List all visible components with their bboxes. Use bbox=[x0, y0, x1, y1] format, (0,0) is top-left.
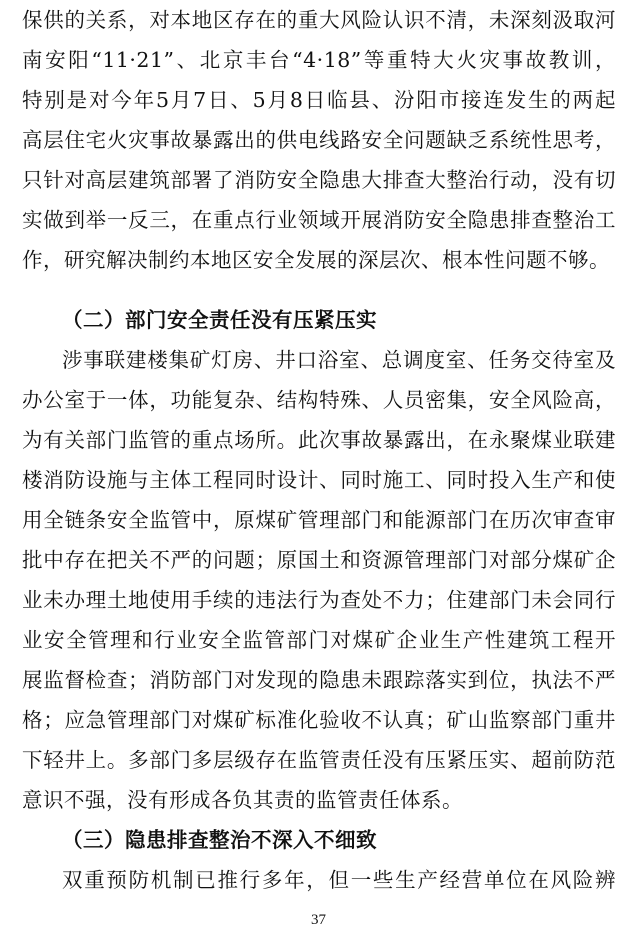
paragraph-2-line-2: 办公室于一体，功能复杂、结构特殊、人员密集，安全风险高， bbox=[22, 388, 616, 412]
paragraph-2-line-7: 业未办理土地使用手续的违法行为查处不力；住建部门未会同行 bbox=[22, 588, 616, 612]
paragraph-1-line-7: 作，研究解决制约本地区安全发展的深层次、根本性问题不够。 bbox=[22, 248, 610, 272]
page-number: 37 bbox=[311, 912, 326, 928]
paragraph-1-line-3: 特别是对今年5月7日、5月8日临县、汾阳市接连发生的两起 bbox=[22, 88, 616, 112]
paragraph-2-line-9: 展监督检查；消防部门对发现的隐患未跟踪落实到位，执法不严 bbox=[22, 668, 616, 692]
paragraph-2-line-10: 格；应急管理部门对煤矿标准化验收不认真；矿山监察部门重井 bbox=[22, 708, 616, 732]
paragraph-2-line-4: 楼消防设施与主体工程同时设计、同时施工、同时投入生产和使 bbox=[22, 468, 616, 492]
paragraph-2-line-1: 涉事联建楼集矿灯房、井口浴室、总调度室、任务交待室及 bbox=[62, 348, 616, 372]
paragraph-1-line-4: 高层住宅火灾事故暴露出的供电线路安全问题缺乏系统性思考， bbox=[22, 128, 616, 152]
paragraph-1-line-6: 实做到举一反三，在重点行业领域开展消防安全隐患排查整治工 bbox=[22, 208, 616, 232]
paragraph-1-line-2: 南安阳“11·21”、北京丰台“4·18”等重特大火灾事故教训， bbox=[22, 48, 616, 72]
paragraph-2-line-8: 业安全管理和行业安全监管部门对煤矿企业生产性建筑工程开 bbox=[22, 628, 616, 652]
section-heading-3: （三）隐患排查整治不深入不细致 bbox=[62, 828, 377, 852]
paragraph-1-line-5: 只针对高层建筑部署了消防安全隐患大排查大整治行动，没有切 bbox=[22, 168, 616, 192]
paragraph-2-line-6: 批中存在把关不严的问题；原国土和资源管理部门对部分煤矿企 bbox=[22, 548, 616, 572]
paragraph-2-line-11: 下轻井上。多部门多层级存在监管责任没有压紧压实、超前防范 bbox=[22, 748, 616, 772]
paragraph-2-line-12: 意识不强，没有形成各负其责的监管责任体系。 bbox=[22, 788, 463, 812]
paragraph-1-line-1: 保供的关系，对本地区存在的重大风险认识不清，未深刻汲取河 bbox=[22, 8, 616, 32]
paragraph-2-line-3: 为有关部门监管的重点场所。此次事故暴露出，在永聚煤业联建 bbox=[22, 428, 616, 452]
section-heading-2: （二）部门安全责任没有压紧压实 bbox=[62, 308, 377, 332]
paragraph-2-line-5: 用全链条安全监管中，原煤矿管理部门和能源部门在历次审查审 bbox=[22, 508, 616, 532]
paragraph-3-line-1: 双重预防机制已推行多年，但一些生产经营单位在风险辨 bbox=[62, 868, 616, 892]
